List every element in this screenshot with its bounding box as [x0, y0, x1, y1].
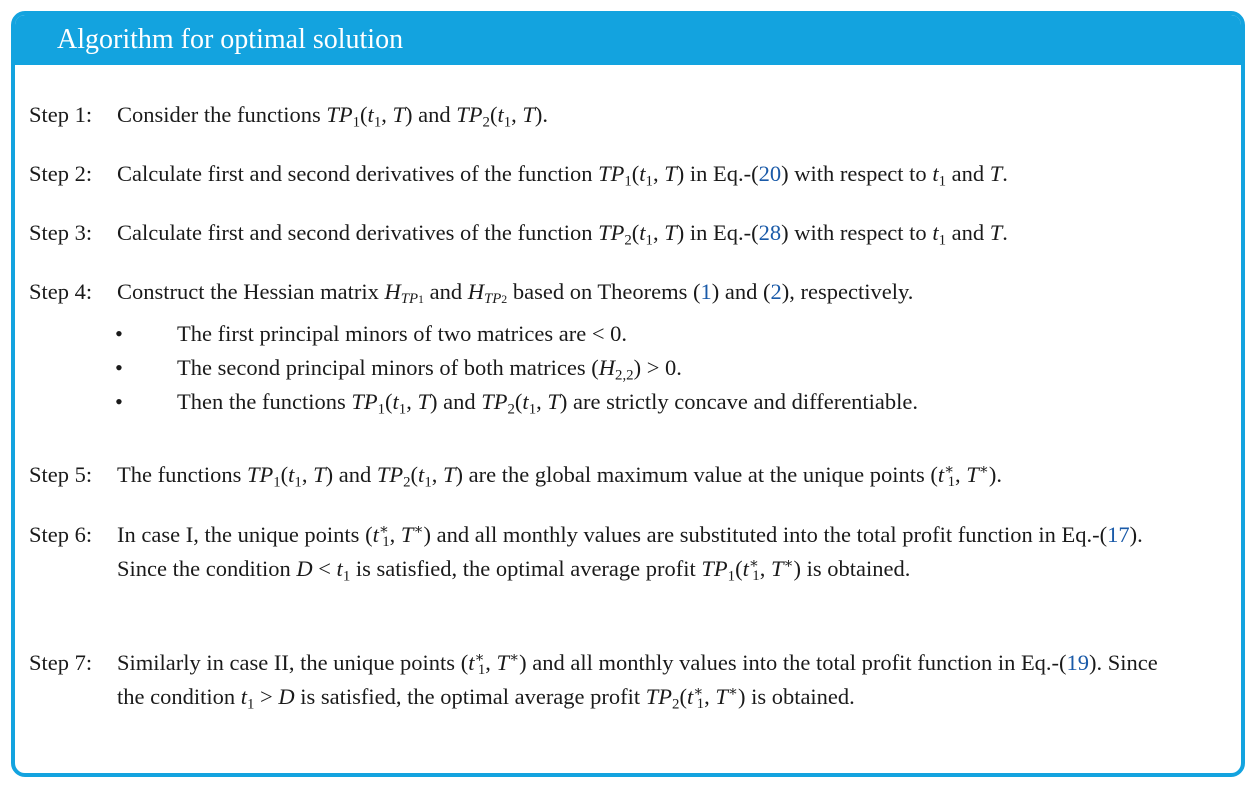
step-5 [29, 458, 1002, 492]
list-item: • The first principal minors of two matrices are < 0. [115, 317, 918, 351]
step-text: The functions $TP_1(t_1$, T) and $TP_2(t_1$, T) are the global maximum value at the unique points ($t^∗_1$, T∗). [117, 461, 1002, 491]
step-label: Step 1: [29, 102, 93, 127]
step-text: Calculate first and second derivatives of the function $TP_1(t_1$, T) in Eq.-(20) with respect to $t_1$ and T. [117, 161, 1008, 190]
equation-link[interactable]: 28 [758, 220, 782, 245]
equation-link[interactable]: 19 [1066, 650, 1090, 675]
step-label: Step 5: [29, 462, 93, 487]
theorem-link[interactable]: 1 [700, 279, 712, 304]
step-2 [29, 157, 1008, 191]
step-text: Consider the functions $TP_1(t_1$, T) and $TP_2(t_1$, T). [117, 102, 549, 131]
step-text: Similarly in case II, the unique points ($t^∗_1$, T∗) and all monthly values into the total profit function in Eq.-(19). Since the condition $t_1 > D$ is satisfied, the optimal average profit $TP_2(t^∗_1$, T∗) is obtained. [117, 649, 1158, 713]
step-6 [29, 518, 1187, 586]
step-label: Step 6: [29, 522, 93, 547]
step-label: Step 3: [29, 220, 93, 245]
bullet-icon: • [115, 321, 123, 346]
step-4 [29, 275, 913, 309]
step-text: Calculate first and second derivatives of the function $TP_2(t_1$, T) in Eq.-(28) with respect to $t_1$ and T. [117, 220, 1008, 249]
step-label: Step 7: [29, 650, 93, 675]
step-7 [29, 646, 1187, 714]
step-label: Step 2: [29, 161, 93, 186]
step-3 [29, 216, 1008, 250]
theorem-link[interactable]: 2 [770, 279, 782, 304]
step-label: Step 4: [29, 279, 93, 304]
equation-link[interactable]: 17 [1107, 522, 1130, 547]
list-item: • Then the functions $TP_1(t_1$, T) and $TP_2(t_1$, T) are strictly concave and differentiable. [115, 385, 918, 419]
equation-link[interactable]: 20 [758, 161, 782, 186]
list-item: • The second principal minors of both matrices $(H_{2,2}) > 0$. [115, 351, 918, 385]
step-1 [29, 98, 548, 132]
bullet-list [115, 317, 918, 419]
step-text: Construct the Hessian matrix $H_{TP1}$ and $H_{TP2}$ based on Theorems (1) and (2), respectively. [117, 279, 914, 308]
step-text: In case I, the unique points ($t^∗_1$, T∗) and all monthly values are substituted into the total profit function in Eq.-(17). Since the condition $D < t_1$ is satisfied, the optimal average profit $TP_1(t^∗_1$, T∗) is obtained. [117, 521, 1143, 585]
box-title: Algorithm for optimal solution [15, 15, 1241, 65]
bullet-icon: • [115, 355, 123, 380]
bullet-icon: • [115, 389, 123, 414]
